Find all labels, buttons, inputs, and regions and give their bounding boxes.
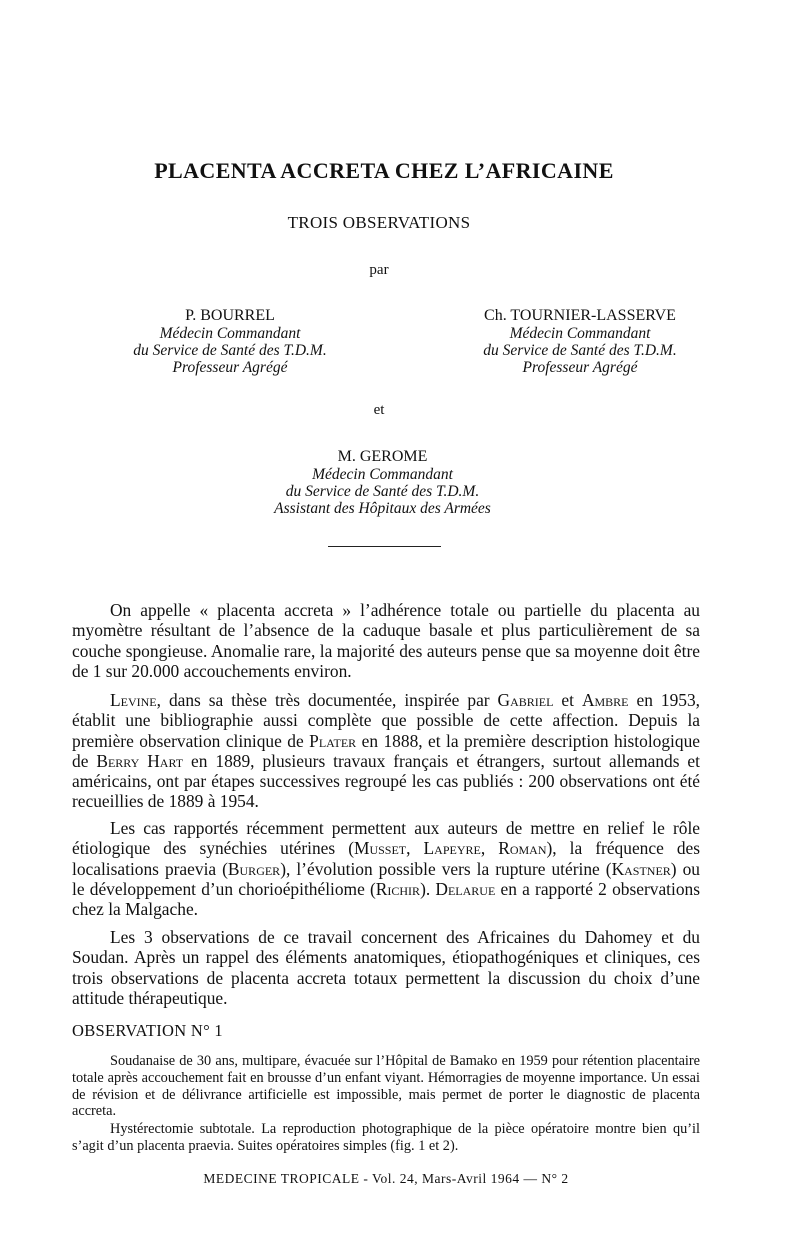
author-title: Professeur Agrégé — [172, 359, 288, 376]
paragraph-text: Soudanaise de 30 ans, multipare, évacuée sur l’Hôpital de Bamako en 1959 pour rétention placentaire totale après accouchement fait en brousse d’un enfant viyant. Hémorragies de moyenne importance. Un essai de révision et de délivrance artificielle est impossible, mais permet de porter le diagnostic de placenta accreta. — [72, 1053, 700, 1120]
author-ref: Delarue — [435, 878, 496, 899]
paragraph-definition — [72, 600, 700, 681]
author-name: M. GEROME — [337, 448, 428, 465]
author-rank: Médecin Commandant — [509, 325, 651, 342]
observation-case — [72, 1053, 700, 1120]
author-name: Ch. TOURNIER-LASSERVE — [484, 307, 676, 324]
byline-par: par — [369, 262, 389, 278]
journal-footer: MEDECINE TROPICALE - Vol. 24, Mars-Avril 1964 — N° 2 — [203, 1171, 569, 1186]
paragraph-text: Hystérectomie subtotale. La reproduction photographique de la pièce opératoire montre bien qu’il s’agit d’un placenta praevia. Suites opératoires simples (fig. 1 et 2). — [72, 1121, 700, 1154]
author-tournier-lasserve — [410, 307, 750, 376]
author-service: du Service de Santé des T.D.M. — [285, 483, 480, 500]
author-ref: Kastner — [611, 858, 671, 879]
author-ref: Gabriel — [497, 690, 554, 710]
author-gerome — [220, 448, 545, 517]
author-ref: Musset — [354, 838, 407, 859]
paragraph-text: Les cas rapportés récemment permettent aux auteurs de mettre en relief le rôle étiologique des synéchies utérines (Musset, Lapeyre, Roman), la fréquence des localisations praevia (Burger), l’évolution possible vers la rupture utérine (Kastner) ou le développement d’un chorioépithéliome (Richir). Delarue en a rapporté 2 observations chez la Malgache. — [72, 818, 701, 920]
author-bourrel — [80, 307, 380, 376]
paragraph-text: Les 3 observations de ce travail concernent des Africaines du Dahomey et du Soudan. Après un rappel des éléments anatomiques, étiopathogéniques et cliniques, ces trois observations de placenta accreta totaux permettent la discussion du choix d’une attitude thérapeutique. — [72, 927, 700, 1008]
section-divider — [328, 546, 441, 547]
author-ref: Roman — [498, 838, 547, 859]
author-ref: Levine — [110, 690, 157, 710]
paragraph-scope — [72, 927, 700, 1008]
author-ref: Ambre — [581, 690, 629, 710]
byline-et: et — [373, 402, 385, 418]
author-ref: Berry Hart — [96, 750, 184, 771]
author-rank: Médecin Commandant — [312, 466, 453, 483]
paragraph-text: On appelle « placenta accreta » l’adhérence totale ou partielle du placenta au myomètre résultant de l’absence de la caduque basale et plus particulièrement de sa couche spongieuse. Anomalie rare, la majorité des auteurs pense que sa moyenne doit être de 1 sur 20.000 accouchements environ. — [72, 600, 700, 681]
article-subtitle: TROIS OBSERVATIONS — [287, 213, 471, 232]
paragraph-history — [72, 690, 700, 812]
author-service: du Service de Santé des T.D.M. — [133, 342, 327, 359]
author-name: P. BOURREL — [185, 307, 275, 324]
paragraph-recent-cases — [72, 818, 700, 919]
observation-heading: OBSERVATION N° 1 — [72, 1021, 223, 1040]
author-rank: Médecin Commandant — [159, 325, 301, 342]
author-title: Assistant des Hôpitaux des Armées — [274, 500, 491, 517]
author-ref: Plater — [309, 730, 357, 751]
author-ref: Burger — [227, 858, 281, 879]
article-title: PLACENTA ACCRETA CHEZ L’AFRICAINE — [154, 158, 614, 183]
author-ref: Richir — [375, 878, 421, 899]
author-ref: Lapeyre — [423, 838, 481, 859]
observation-outcome — [72, 1121, 700, 1155]
author-title: Professeur Agrégé — [522, 359, 638, 376]
author-service: du Service de Santé des T.D.M. — [483, 342, 677, 359]
paragraph-text: Levine, dans sa thèse très documentée, inspirée par Gabriel et Ambre en 1953, établit une bibliographie aussi complète que possible de cette affection. Depuis la première observation clinique de Plater en 1888, et la première description histologique de Berry Hart en 1889, plusieurs travaux français et étrangers, surtout allemands et américains, ont par étapes successives regroupé les cas publiés : 200 observations ont été recueillies de 1889 à 1954. — [72, 690, 700, 812]
